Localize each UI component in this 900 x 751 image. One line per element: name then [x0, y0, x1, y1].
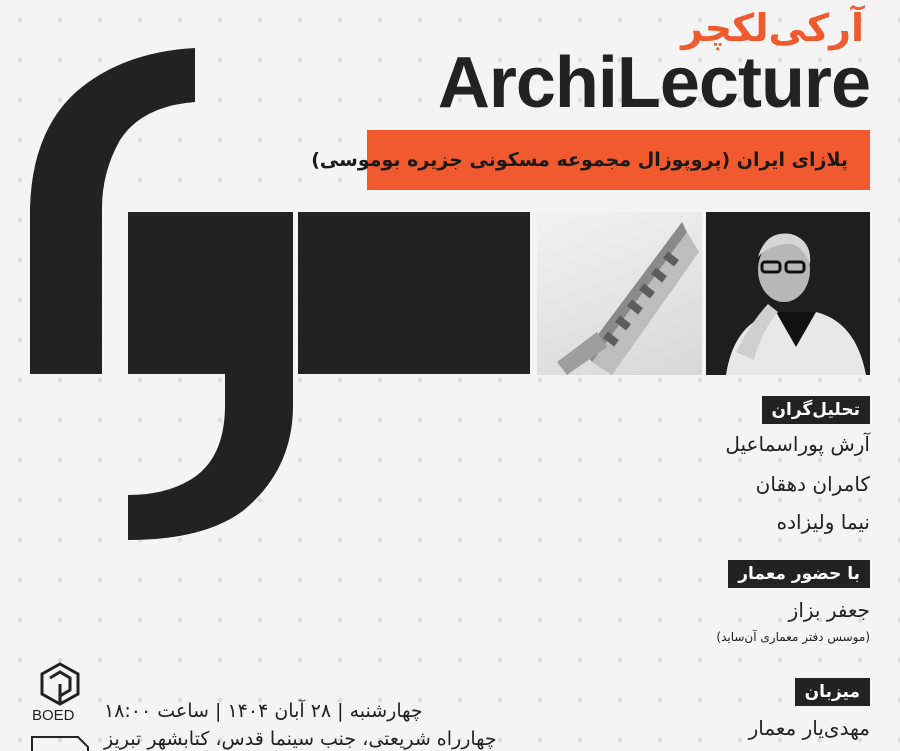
host-label: میزبان — [795, 678, 870, 706]
title-english: ArchiLecture — [437, 43, 870, 123]
analyst-name-1: آرش پوراسماعیل — [725, 432, 870, 456]
architecture-render-image — [537, 212, 702, 375]
partner-logo-icon — [30, 735, 92, 751]
architect-note: (موسس دفتر معماری آن‌ساید) — [716, 630, 870, 644]
subtitle-text: پلازای ایران (پروپوزال مجموعه مسکونی جزیره بوموسی) — [311, 149, 848, 171]
analysts-label: تحلیل‌گران — [762, 396, 871, 424]
host-name: مهدی‌یار معمار — [748, 716, 870, 740]
architect-label: با حضور معمار — [728, 560, 870, 588]
event-address: چهارراه شریعتی، جنب سینما قدس، کتابشهر تبریز — [104, 728, 497, 750]
event-date-time: چهارشنبه | ۲۸ آبان ۱۴۰۴ | ساعت ۱۸:۰۰ — [104, 700, 423, 722]
title-persian: آرکی‌لکچر — [681, 6, 864, 50]
subtitle-banner — [311, 130, 870, 190]
boed-logo-text: BOED — [32, 707, 75, 724]
architect-name: جعفر بزاز — [788, 598, 870, 622]
analyst-name-2: کامران دهقان — [755, 472, 870, 496]
architect-portrait-image — [706, 212, 870, 375]
analyst-name-3: نیما ولیزاده — [776, 510, 870, 534]
